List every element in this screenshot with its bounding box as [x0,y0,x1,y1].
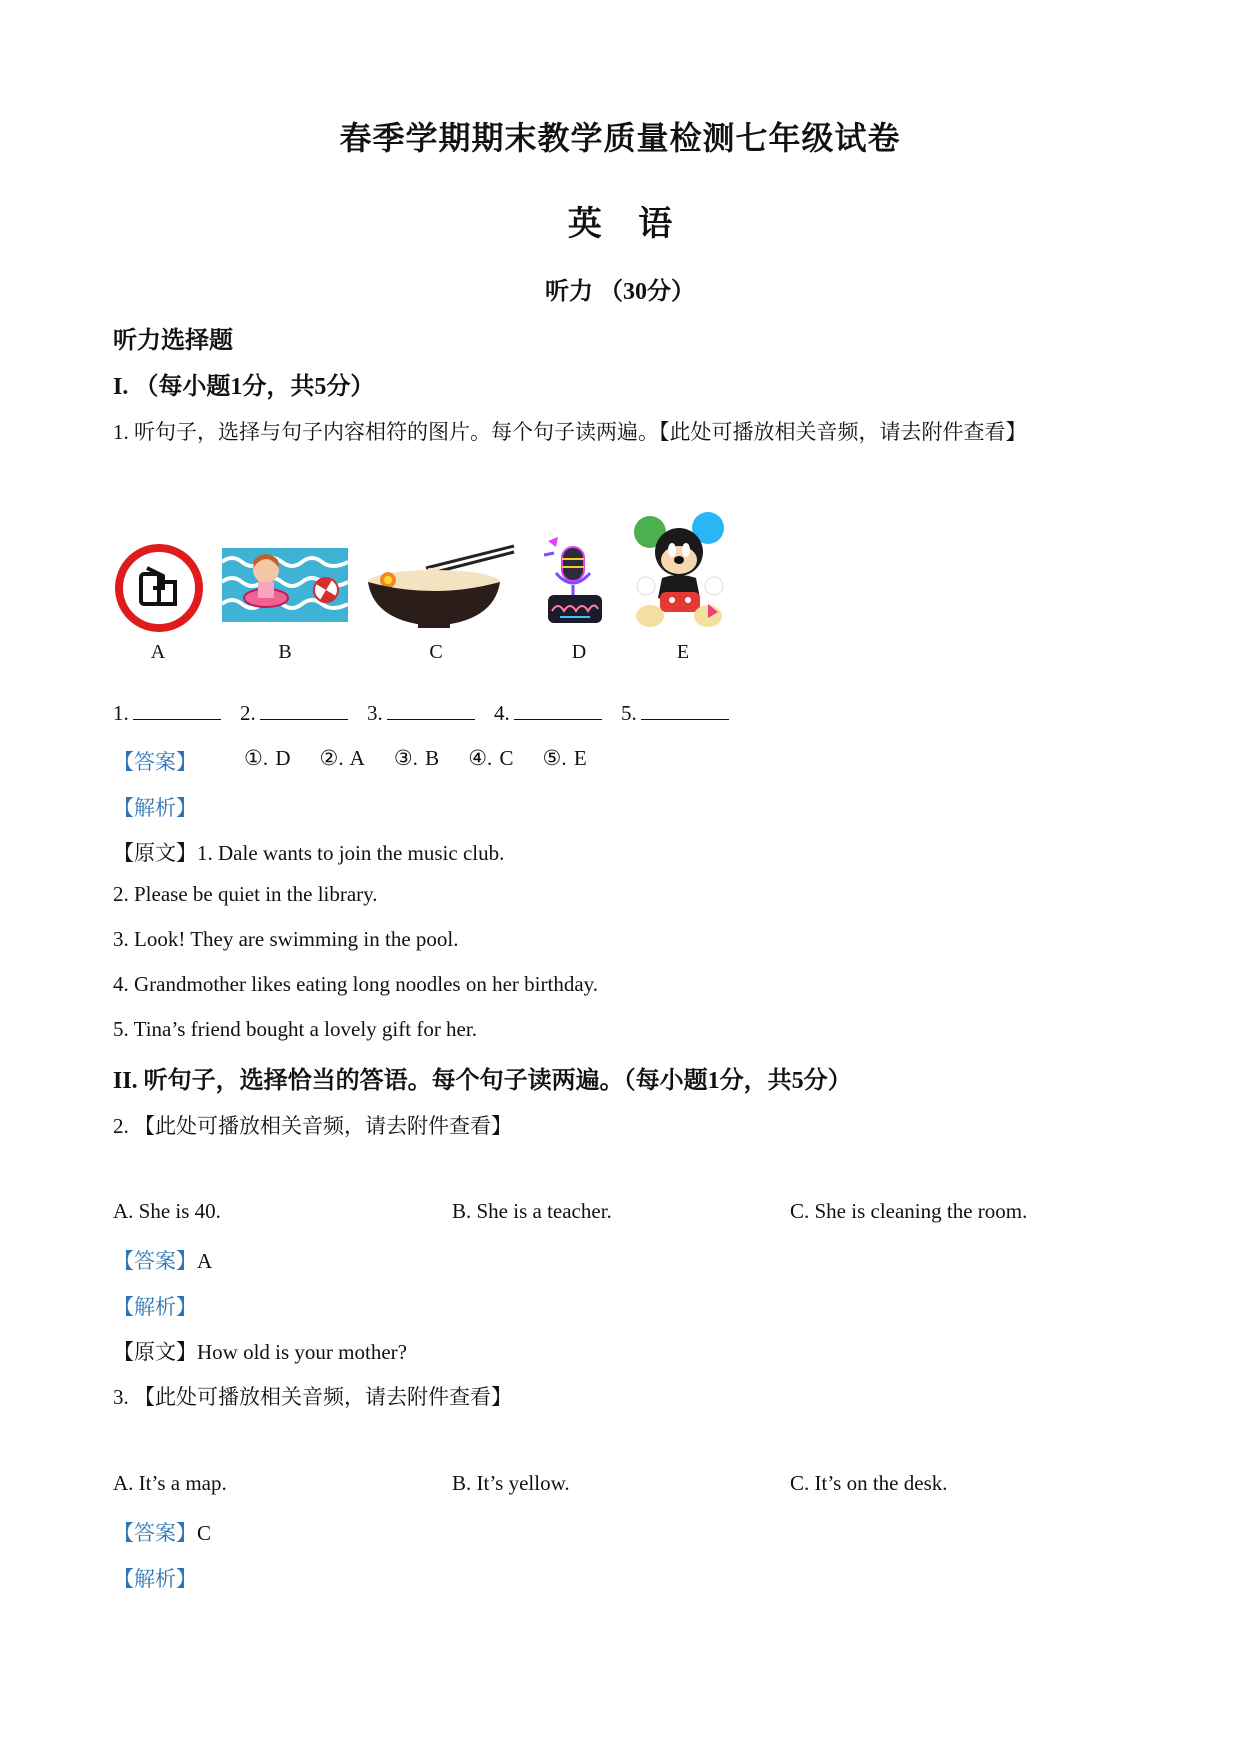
question-3-stem: 3. 【此处可播放相关音频，请去附件查看】 [113,1385,512,1409]
answer-value: C [197,1521,212,1545]
answer-blank[interactable] [641,701,729,720]
music-club-microphone-icon [538,535,612,634]
blank-number: 1. [113,701,129,725]
analysis-tag: 【解析】 [113,796,197,820]
transcript-tag: 【原文】 [113,1340,197,1364]
q3-analysis-tag: 【解析】 [113,1567,197,1591]
q3-option-c[interactable]: C. It’s on the desk. [790,1471,948,1495]
blank-number: 3. [367,701,383,725]
blank-number: 5. [621,701,637,725]
answer-blank[interactable] [514,701,602,720]
question-2-stem: 2. 【此处可播放相关音频，请去附件查看】 [113,1114,512,1138]
answer-item: ①. D [244,746,291,770]
q2-analysis-tag: 【解析】 [113,1295,197,1319]
answer-blank[interactable] [387,701,475,720]
noodle-bowl-icon [366,542,516,635]
q3-option-a[interactable]: A. It’s a map. [113,1471,227,1495]
transcript-line-1 [113,837,504,867]
part2-heading: II. 听句子，选择恰当的答语。每个句子读两遍。（每小题1分，共5分） [113,1068,852,1094]
transcript-text: 1. Dale wants to join the music club. [197,841,505,865]
answer-item: ⑤. E [542,746,587,770]
q2-answer [113,1245,212,1275]
part1-heading: I. （每小题1分，共5分） [113,374,375,400]
answers-row [244,746,587,771]
answer-tag: 【答案】 [113,750,197,774]
answer-tag: 【答案】 [113,1249,197,1273]
picture-label-e: E [676,641,690,663]
question-1-stem: 1. 听句子，选择与句子内容相符的图片。每个句子读两遍。【此处可播放相关音频，请去附件查看】 [113,420,1027,444]
transcript-line-4: 4. Grandmother likes eating long noodles on her birthday. [113,972,599,996]
answer-value: A [197,1249,213,1273]
q3-answer [113,1517,211,1547]
exam-title: 春季学期期末教学质量检测七年级试卷 [339,120,901,156]
answer-item: ③. B [393,746,440,770]
answer-blank[interactable] [133,701,221,720]
answer-item: ④. C [468,746,514,770]
transcript-line-2: 2. Please be quiet in the library. [113,882,378,906]
transcript-line-5: 5. Tina’s friend bought a lovely gift for her. [113,1017,477,1041]
mickey-toy-icon [632,512,728,637]
picture-label-a: A [150,641,166,663]
section-title: 听力 （30分） [545,279,695,305]
q3-option-b[interactable]: B. It’s yellow. [452,1471,570,1495]
transcript-line-3: 3. Look! They are swimming in the pool. [113,927,459,951]
answer-item: ②. A [319,746,365,770]
no-phone-sign-icon [113,542,205,639]
transcript-text: How old is your mother? [197,1340,407,1364]
girl-swimming-icon [222,548,348,627]
blank-number: 4. [494,701,510,725]
answer-blank[interactable] [260,701,348,720]
transcript-tag: 【原文】 [113,841,197,865]
q2-transcript [113,1336,407,1366]
q2-option-c[interactable]: C. She is cleaning the room. [790,1199,1028,1223]
subject-title: 英 语 [567,206,687,243]
answer-blanks-row [113,701,743,726]
picture-label-d: D [571,641,587,663]
q2-option-a[interactable]: A. She is 40. [113,1199,221,1223]
picture-label-c: C [429,641,443,663]
answer-tag: 【答案】 [113,1521,197,1545]
q2-option-b[interactable]: B. She is a teacher. [452,1199,612,1223]
blank-number: 2. [240,701,256,725]
picture-label-b: B [278,641,292,663]
listening-choice-heading: 听力选择题 [113,328,233,354]
